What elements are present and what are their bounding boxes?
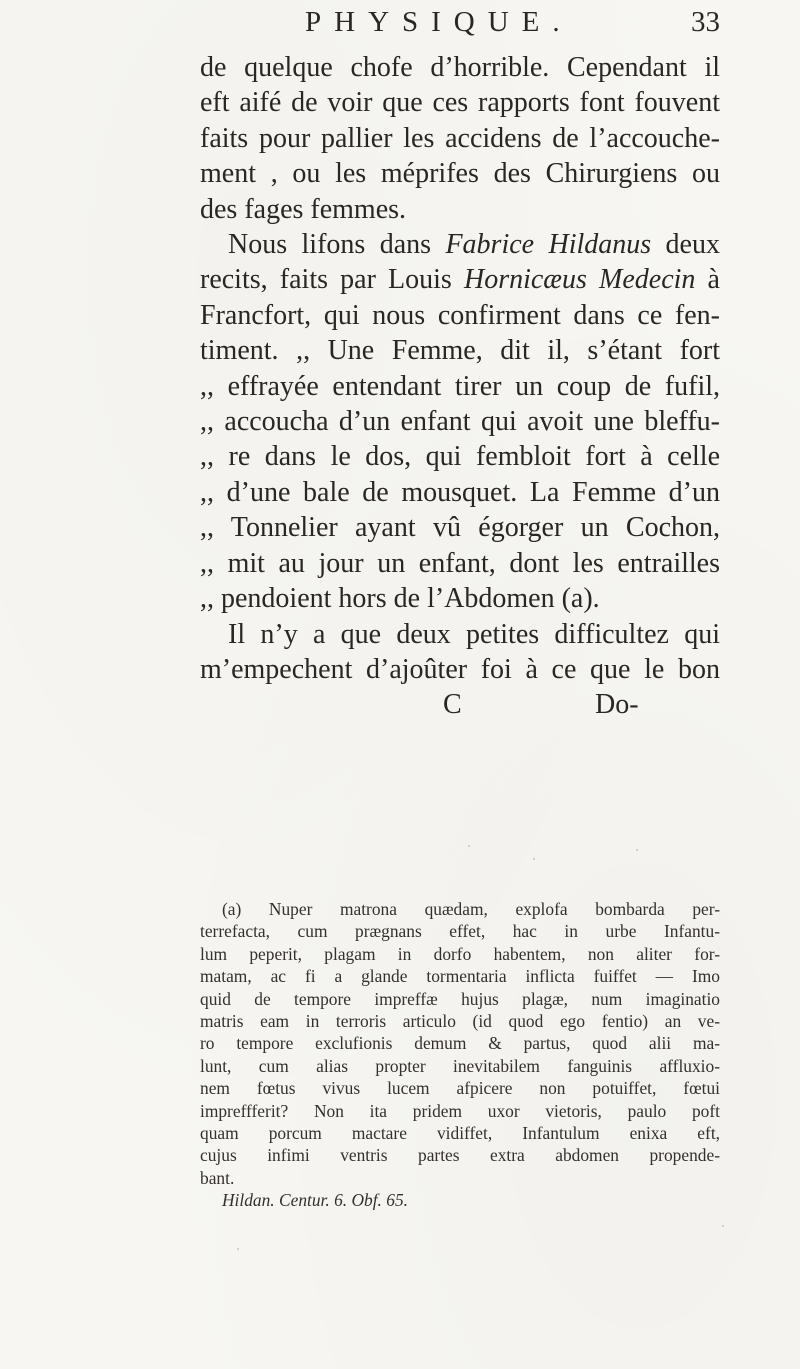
footnote-line: matam, ac fi a glande tormentaria inflicta fuiffet — Imo	[200, 966, 720, 987]
footnote-line: quid de tempore impreffæ hujus plagæ, num imaginatio	[200, 988, 720, 1009]
body-line: eft aifé de voir que ces rapports font fouvent	[200, 87, 720, 119]
quote-line: ,, Tonnelier ayant vû égorger un Cochon,	[200, 512, 720, 544]
paper-speck	[722, 1225, 724, 1227]
catchword: Do-	[595, 689, 639, 721]
body-text: recits, faits par Louis	[200, 264, 464, 296]
footnote-line: impreffferit? Non ita pridem uxor vietoris, paulo poft	[200, 1100, 720, 1121]
paper-speck	[636, 849, 638, 851]
paper-speck	[237, 1248, 239, 1250]
body-line: des fages femmes.	[200, 193, 407, 225]
quote-line: ,, accoucha d’un enfant qui avoit une bleffu-	[200, 406, 720, 438]
paper-speck	[468, 845, 470, 847]
quote-line: ,, d’une bale de mousquet. La Femme d’un	[200, 476, 720, 508]
running-head: PHYSIQUE.	[305, 6, 573, 38]
footnote-citation: Hildan. Centur. 6. Obf. 65.	[222, 1190, 408, 1211]
footnote-line: lunt, cum alias propter inevitabilem fanguinis affluxio-	[200, 1055, 720, 1076]
paper-speck	[533, 858, 535, 860]
body-text: deux	[651, 229, 720, 261]
footnote-line: lum peperit, plagam in dorfo habentem, non aliter for-	[200, 943, 720, 964]
footnote	[200, 898, 720, 1212]
body-line: m’empechent d’ajoûter foi à ce que le bon	[200, 653, 720, 685]
footnote-line: nem fœtus vivus lucem afpicere non potuiffet, fœtui	[200, 1078, 720, 1099]
body-text: Nous lifons dans	[228, 229, 446, 261]
page-header	[200, 6, 720, 46]
body-line: Francfort, qui nous confirment dans ce fen-	[200, 299, 720, 331]
body-line: ment , ou les méprifes des Chirurgiens ou	[200, 158, 720, 190]
main-text	[200, 50, 720, 722]
quote-line: ,, re dans le dos, qui fembloit fort à celle	[200, 441, 720, 473]
body-line: de quelque chofe d’horrible. Cependant il	[200, 52, 720, 83]
footnote-line: ro tempore exclufionis demum & partus, quod alii ma-	[200, 1033, 720, 1054]
footnote-line: (a) Nuper matrona quædam, explofa bombarda per-	[222, 899, 720, 919]
footnote-line: bant.	[200, 1167, 235, 1188]
footnote-line: terrefacta, cum prægnans effet, hac in urbe Infantu-	[200, 921, 720, 942]
body-line-with-name	[200, 262, 720, 297]
quote-line: ,, effrayée entendant tirer un coup de fufil,	[200, 370, 720, 402]
footnote-line: matris eam in terroris articulo (id quod ego fentio) an ve-	[200, 1011, 720, 1032]
signature-mark: C	[443, 689, 462, 721]
footnote-line: quam porcum mactare vidiffet, Infantulum enixa eft,	[200, 1123, 720, 1144]
page-number: 33	[691, 6, 720, 38]
body-line: faits pour pallier les accidens de l’accouche-	[200, 122, 720, 154]
body-text: à	[695, 264, 720, 296]
signature-line	[200, 687, 720, 722]
quote-line: ,, mit au jour un enfant, dont les entrailles	[200, 547, 720, 579]
body-line: Il n’y a que deux petites difficultez qui	[228, 618, 720, 650]
body-line-with-name	[200, 227, 720, 262]
footnote-line: cujus infimi ventris partes extra abdomen propende-	[200, 1145, 720, 1166]
body-line: timent. ,, Une Femme, dit il, s’étant fort	[200, 335, 720, 367]
quote-line: ,, pendoient hors de l’Abdomen (a).	[200, 583, 600, 615]
author-name: Hornicæus Medecin	[463, 264, 696, 296]
author-name: Fabrice Hildanus	[445, 229, 652, 261]
